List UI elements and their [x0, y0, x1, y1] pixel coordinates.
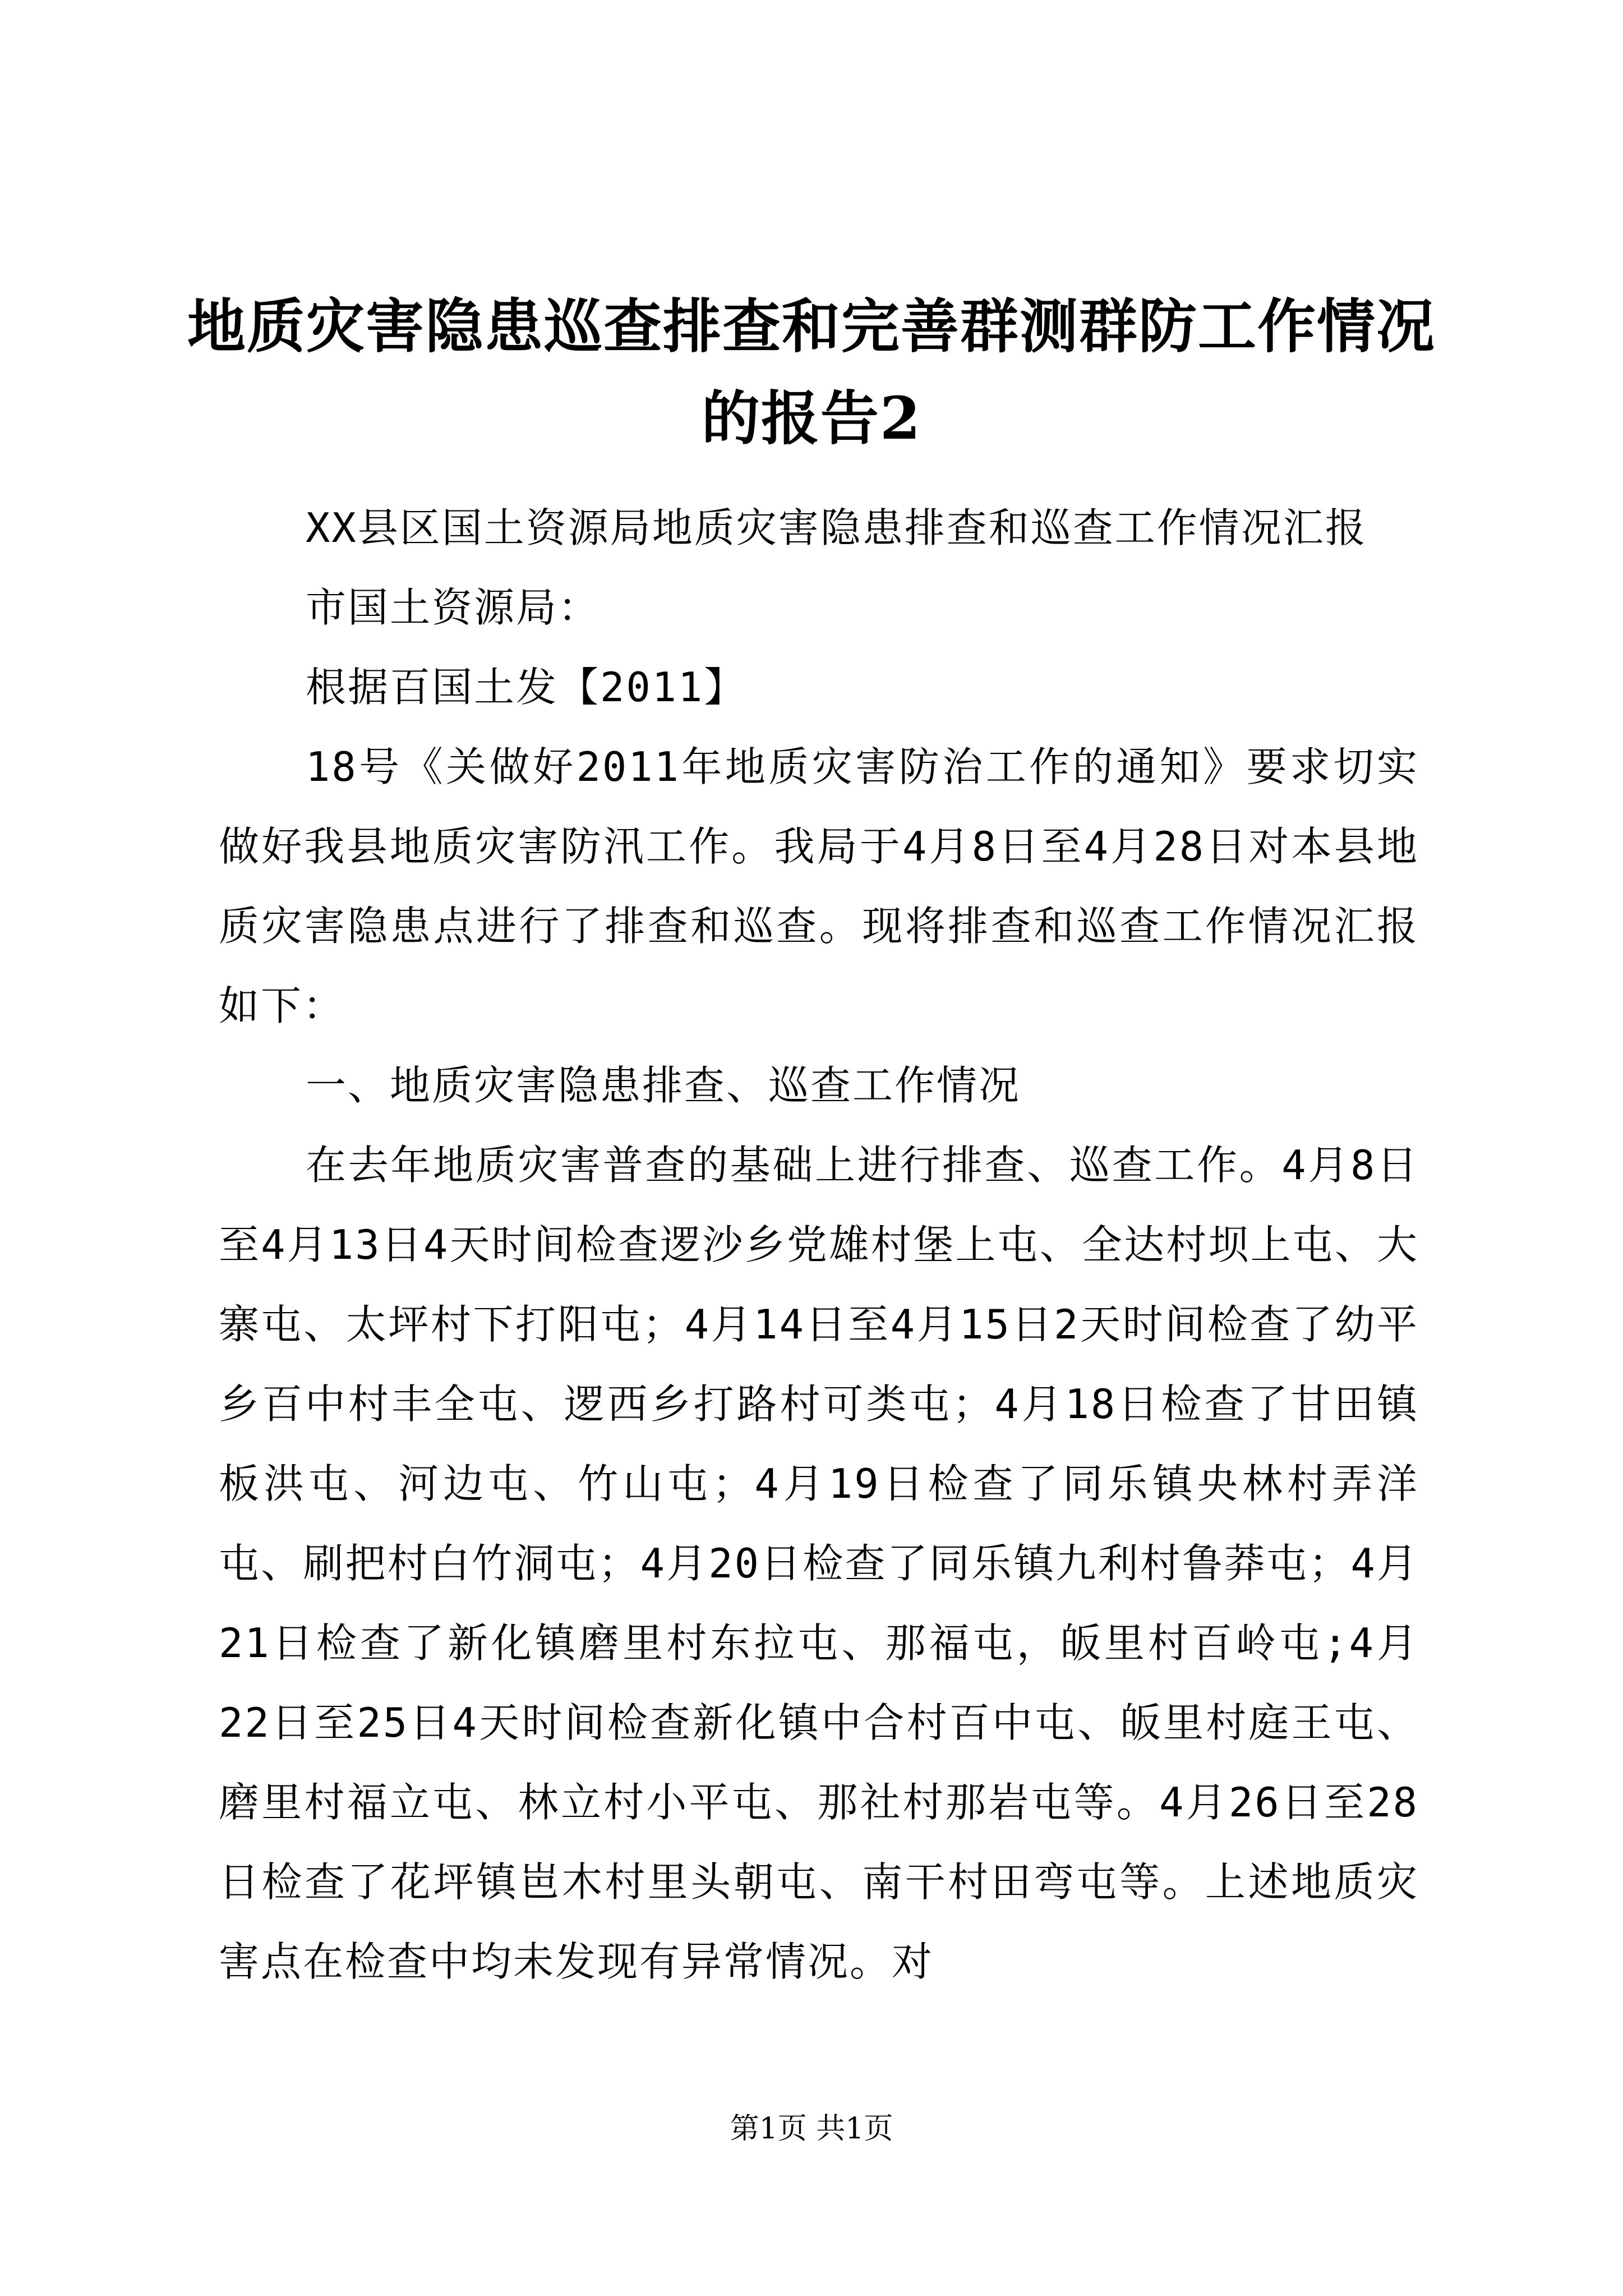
document-title: 地质灾害隐患巡查排查和完善群测群防工作情况的报告2: [187, 292, 1436, 453]
document-body: [219, 488, 1419, 2001]
section-heading: 一、地质灾害隐患排查、巡查工作情况: [306, 1062, 1021, 1109]
report-heading-paragraph: XX县区国土资源局地质灾害隐患排查和巡查工作情况汇报: [306, 504, 1367, 551]
reference-paragraph: 根据百国土发【2011】: [306, 664, 746, 711]
intro-paragraph: 18号《关做好2011年地质灾害防治工作的通知》要求切实做好我县地质灾害防汛工作。我局于4月8日至4月28日对本县地质灾害隐患点进行了排查和巡查。现将排查和巡查工作情况汇报如下：: [219, 743, 1419, 1029]
page-footer: 第1页 共1页: [730, 2112, 893, 2146]
recipient-paragraph: 市国土资源局：: [306, 584, 601, 631]
inspection-details-paragraph: 在去年地质灾害普查的基础上进行排查、巡查工作。4月8日至4月13日4天时间检查逻沙乡党雄村堡上屯、全达村坝上屯、大寨屯、太坪村下打阳屯；4月14日至4月15日2天时间检查了幼平乡百中村丰全屯、逻西乡打路村可类屯；4月18日检查了甘田镇板洪屯、河边屯、竹山屯；4月19日检查了同乐镇央林村弄洋屯、刷把村白竹洞屯；4月20日检查了同乐镇九利村鲁莽屯；4月21日检查了新化镇磨里村东拉屯、那福屯，皈里村百岭屯;4月22日至25日4天时间检查新化镇中合村百中屯、皈里村庭王屯、磨里村福立屯、林立村小平屯、那社村那岩屯等。4月26日至28日检查了花坪镇岜木村里头朝屯、南干村田弯屯等。上述地质灾害点在检查中均未发现有异常情况。对: [219, 1142, 1419, 1985]
